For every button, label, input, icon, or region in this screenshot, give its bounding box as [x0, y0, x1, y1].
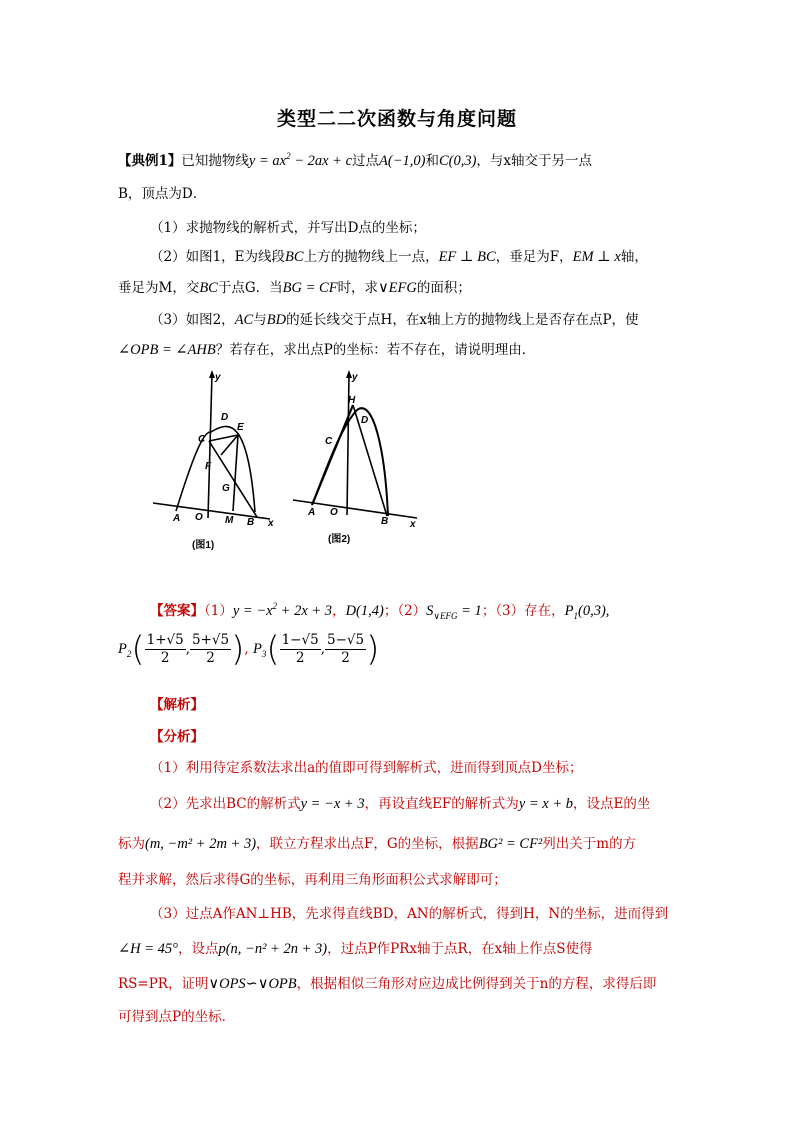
- question-3-line-2: ∠OPB = ∠AHB？若存在，求出点P的坐标：若不存在，请说明理由．: [118, 342, 536, 358]
- answer-line-2: $P_2$( $\frac{1+√5}{2}$ , $\frac{5+√5}{2}$ ), $P_3$( $\frac{1-√5}{2}$ , $\frac{5-√5}{2}$ ): [118, 629, 380, 670]
- analysis-point-3-line-2: ∠H = 45°，设点p(n, −n² + 2n + 3)，过点P作PRx轴于点R，在x轴上作点S使得: [118, 941, 593, 957]
- fig1-x-label: x: [268, 518, 274, 529]
- fig2-d-label: D: [361, 415, 369, 426]
- question-3-line-1: （3）如图2，AC与BD的延长线交于点H，在x轴上方的抛物线上是否存在点P，使: [150, 312, 639, 328]
- fig1-m-label: M: [225, 515, 234, 526]
- analysis-point-2-line-1: （2）先求出BC的解析式y = −x + 3，再设直线EF的解析式为y = x + b，设点E的坐: [150, 796, 651, 812]
- figure-diagrams: [145, 368, 425, 558]
- analysis-point-3-line-4: 可得到点P的坐标．: [118, 1009, 236, 1025]
- example-line-2: B，顶点为D．: [118, 186, 207, 202]
- fig1-d-label: D: [221, 412, 229, 423]
- fig1-c-label: C: [198, 434, 206, 445]
- p2-y-fraction: $\frac{5+√5}{2}$: [192, 632, 230, 666]
- fig2-h-label: H: [348, 395, 356, 406]
- example-line-1: 【典例1】已知抛物线$y = ax^2 - 2ax + c$过点A(−1,0)和C(0,3)，与x轴交于另一点: [118, 151, 593, 169]
- question-1: （1）求抛物线的解析式，并写出D点的坐标；: [150, 220, 426, 236]
- fig2-a-label: A: [308, 507, 316, 518]
- fig1-f-label: F: [205, 461, 212, 472]
- fig2-x-label: x: [410, 519, 416, 530]
- fig2-b-label: B: [381, 516, 389, 527]
- analysis-subheading: 【分析】: [150, 729, 204, 745]
- fig2-c-label: C: [325, 436, 333, 447]
- question-2-line-2: 垂足为M，交BC于点G．当BG = CF时，求∨EFG的面积；: [118, 280, 471, 296]
- fig2-caption: (图2): [328, 534, 351, 545]
- answer-line-1: 【答案】$(1)y = -x^2 + 2x + 3$，D(1,4)；$(2)S_{\vee EFG} = 1$；（3）存在，$P_1(0,3)$,: [150, 601, 610, 621]
- p3-y-fraction: $\frac{5-√5}{2}$: [326, 632, 365, 666]
- analysis-point-1: （1）利用待定系数法求出a的值即可得到解析式，进而得到顶点D坐标；: [150, 760, 583, 776]
- analysis-point-2-line-3: 程并求解，然后求得G的坐标，再利用三角形面积公式求解即可；: [118, 872, 507, 888]
- analysis-point-2-line-2: 标为(m, −m² + 2m + 3)，联立方程求出点F，G的坐标，根据BG² = CF²列出关于m的方: [118, 836, 637, 852]
- question-2-line-1: （2）如图1，E为线段BC上方的抛物线上一点，EF ⊥ BC，垂足为F，EM ⊥ x轴，: [150, 249, 648, 265]
- fig2-o-label: O: [330, 507, 338, 518]
- fig1-b-label: B: [247, 517, 255, 528]
- analysis-point-3-line-3: RS=PR，证明∨OPS∽∨OPB，根据相似三角形对应边成比例得到关于n的方程，求得后即: [118, 976, 657, 992]
- fig2-y-label: y: [352, 372, 358, 383]
- p2-x-fraction: $\frac{1+√5}{2}$: [146, 632, 184, 666]
- fig1-e-label: E: [237, 422, 244, 433]
- fig1-y-label: y: [215, 372, 221, 383]
- fig1-caption: (图1): [192, 540, 215, 551]
- fig1-g-label: G: [222, 483, 230, 494]
- fig1-a-label: A: [173, 513, 181, 524]
- fig1-o-label: O: [195, 512, 203, 523]
- analysis-point-3-line-1: （3）过点A作AN⊥HB，先求得直线BD，AN的解析式，得到H，N的坐标，进而得到: [150, 906, 669, 922]
- p3-x-fraction: $\frac{1-√5}{2}$: [281, 632, 319, 666]
- analysis-heading: 【解析】: [150, 697, 204, 713]
- page-title: 类型二二次函数与角度问题: [276, 108, 517, 130]
